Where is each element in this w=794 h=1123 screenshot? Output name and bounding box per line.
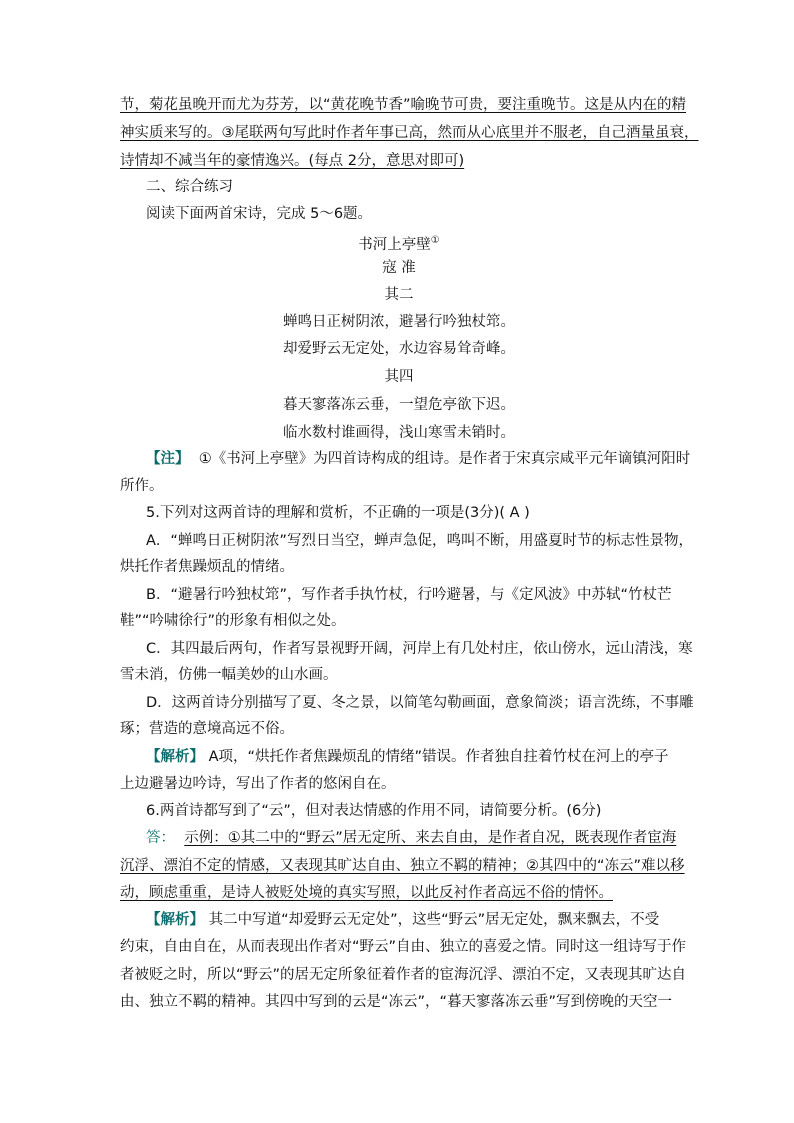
analysis-text: A项，“烘托作者焦躁烦乱的情绪”错误。作者独自拄着竹杖在河上的亭子 — [204, 749, 669, 765]
q6-analysis-line-3: 者被贬之时，所以“野云”的居无定所象征着作者的宦海沉浮、漂泊不定，又表现其旷达自 — [120, 967, 687, 983]
option-a-line-1: A．“蝉鸣日正树阴浓”写烈日当空，蝉声急促，鸣叫不断，用盛夏时节的标志性景物， — [146, 533, 693, 549]
poem-part-4-line-1: 暮天寥落冻云垂，一望危亭欲下迟。 — [283, 397, 515, 413]
poem-title — [120, 232, 678, 254]
q5-analysis-line-2: 上边避暑边吟诗，写出了作者的悠闲自在。 — [120, 776, 396, 792]
poem-part-4-heading: 其四 — [384, 369, 414, 385]
poem-author: 寇 准 — [382, 260, 416, 276]
reading-intro: 阅读下面两首宋诗，完成 5～6题。 — [146, 206, 373, 222]
analysis-text: 其二中写道“却爱野云无定处”，这些“野云”居无定处，飘来飘去，不受 — [204, 912, 660, 928]
note-line-1 — [146, 450, 704, 468]
note-text: ①《书河上亭壁》为四首诗构成的组诗。是作者于宋真宗咸平元年谪镇河阳时 — [198, 451, 691, 467]
poem-part-4-line-2: 临水数村谁画得，浅山寒雪未销时。 — [283, 425, 515, 441]
prev-answer-line-3: 诗情却不减当年的豪情逸兴。(每点 2分，意思对即可) — [120, 153, 465, 169]
note-tag: 【注】 — [146, 451, 190, 467]
option-b-line-2: 鞋”“吟啸徐行”的形象有相似之处。 — [120, 613, 346, 629]
answer-text: 示例：①其二中的“野云”居无定所、来去自由，是作者自况，既表现作者宦海 — [184, 830, 677, 846]
q6-answer-line-3: 动，顾虑重重，是诗人被贬处境的真实写照，以此反衬作者高远不俗的情怀。 — [120, 885, 613, 901]
q6-analysis-line-4: 由、独立不羁的精神。其四中写到的云是“冻云”，“暮天寥落冻云垂”写到傍晚的天空一 — [120, 994, 673, 1010]
analysis-tag: 【解析】 — [146, 912, 204, 928]
option-d-line-2: 琢；营造的意境高远不俗。 — [120, 721, 294, 737]
question-5-stem: 5.下列对这两首诗的理解和赏析，不正确的一项是(3分)( A ) — [146, 505, 530, 521]
q6-analysis-line-1 — [146, 911, 704, 929]
analysis-tag: 【解析】 — [146, 749, 204, 765]
option-c-line-2: 雪未消，仿佛一幅美妙的山水画。 — [120, 667, 338, 683]
section-heading: 二、综合练习 — [146, 179, 233, 195]
q6-answer-line-2: 沉浮、漂泊不定的情感，又表现其旷达自由、独立不羁的精神；②其四中的“冻云”难以移 — [120, 858, 685, 874]
answer-label: 答： — [146, 830, 175, 846]
option-d-line-1: D．这两首诗分别描写了夏、冬之景，以简笔勾勒画面，意象简淡；语言洗练，不事雕 — [146, 695, 694, 711]
q5-analysis-line-1 — [146, 748, 704, 766]
q6-answer-line-1 — [146, 829, 704, 847]
option-c-line-1: C．其四最后两句，作者写景视野开阔，河岸上有几处村庄，依山傍水，远山清浅，寒 — [146, 641, 693, 657]
poem-part-2-line-2: 却爱野云无定处，水边容易耸奇峰。 — [283, 341, 515, 357]
q6-analysis-line-2: 约束，自由自在，从而表现出作者对“野云”自由、独立的喜爱之情。同时这一组诗写于作 — [120, 939, 687, 955]
question-6-stem: 6.两首诗都写到了“云”，但对表达情感的作用不同，请简要分析。(6分) — [146, 803, 602, 819]
prev-answer-line-1: 节，菊花虽晚开而尤为芬芳，以“黄花晚节香”喻晚节可贵，要注重晚节。这是从内在的精 — [120, 97, 687, 113]
poem-title-text: 书河上亭壁 — [358, 236, 431, 253]
poem-part-2-line-1: 蝉鸣日正树阴浓，避暑行吟独杖筇。 — [283, 314, 515, 330]
note-line-2: 所作。 — [120, 478, 164, 494]
poem-part-2-heading: 其二 — [384, 287, 414, 303]
poem-title-footnote-mark: ① — [430, 235, 440, 246]
prev-answer-line-2: 神实质来写的。③尾联两句写此时作者年事已高，然而从心底里并不服老，自己酒量虽衰， — [120, 125, 699, 141]
option-a-line-2: 烘托作者焦躁烦乱的情绪。 — [120, 559, 294, 575]
option-b-line-1: B．“避暑行吟独杖筇”，写作者手执竹杖，行吟避暑，与《定风波》中苏轼“竹杖芒 — [146, 587, 672, 603]
